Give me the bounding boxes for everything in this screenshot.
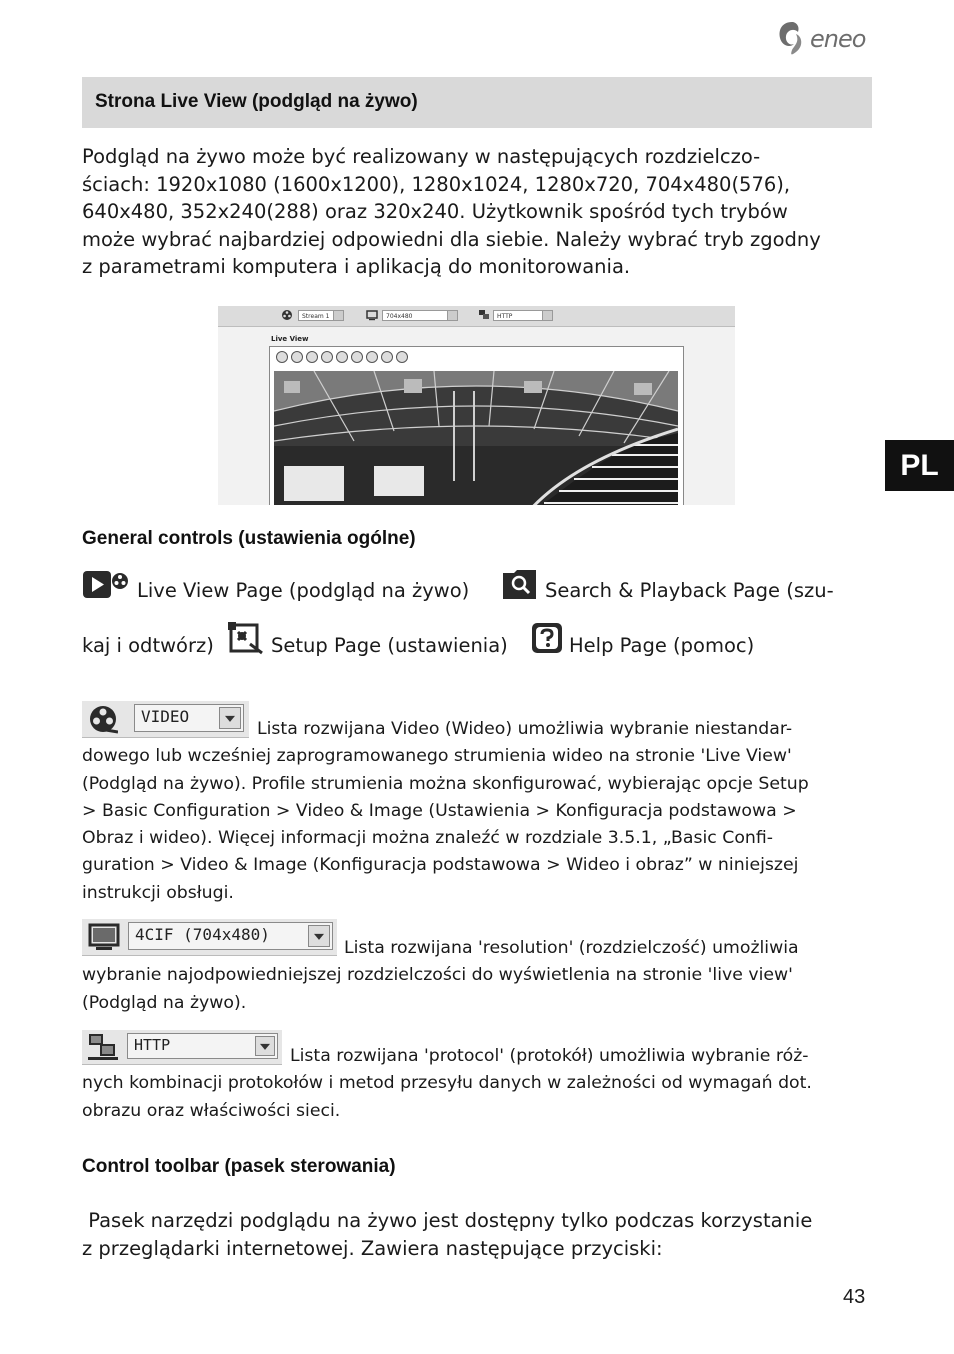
page-number: 43 [843, 1286, 866, 1308]
logo-text: eneo [810, 25, 866, 53]
film-reel-icon [281, 309, 293, 321]
video-line: Lista rozwijana Video (Wideo) umożliwia wybranie niestandar- [257, 719, 793, 739]
protocol-line: obrazu oraz właściwości sieci. [82, 1100, 341, 1121]
language-tab [885, 440, 954, 491]
toolbar-button-icon [321, 351, 333, 363]
network-computer-icon [478, 309, 490, 321]
video-line: guration > Video & Image (Konfiguracja podstawowa > Wideo i obraz” w niniejszej [82, 855, 799, 876]
search-playback-label-a: Search & Playback Page (szu- [545, 579, 834, 602]
video-line: (Podgląd na żywo). Profile strumienia można skonfigurować, wybierając opcje Setup [82, 773, 809, 794]
live-view-screenshot [218, 306, 735, 505]
toolbar-line: Pasek narzędzi podglądu na żywo jest dostępny tylko podczas korzystanie [82, 1209, 813, 1232]
video-line: > Basic Configuration > Video & Image (Ustawienia > Konfiguracja podstawowa > [82, 800, 797, 821]
intro-line: ściach: 1920x1080 (1600x1200), 1280x1024, 1280x720, 704x480(576), [82, 172, 791, 196]
section-heading [82, 77, 872, 128]
intro-line: z parametrami komputera i aplikacją do monitorowania. [82, 255, 631, 278]
section-title: Strona Live View (podgląd na żywo) [95, 91, 418, 112]
video-line: dowego lub wcześniej zaprogramowanego strumienia wideo na stronie 'Live View' [82, 746, 792, 767]
figure-panel-title: Live View [271, 335, 309, 343]
protocol-dropdown-value: HTTP [134, 1036, 171, 1054]
figure-protocol-select: HTTP [493, 310, 553, 321]
video-line: Obraz i wideo). Więcej informacji można znaleźć w rozdziale 3.5.1, „Basic Confi- [82, 828, 773, 849]
help-icon [531, 622, 563, 655]
live-view-icon [82, 569, 130, 600]
video-dropdown-value: VIDEO [141, 707, 190, 726]
figure-top-bar [218, 306, 735, 327]
resolution-line: Lista rozwijana 'resolution' (rozdzielczość) umożliwia [344, 938, 799, 958]
control-toolbar-heading: Control toolbar (pasek sterowania) [82, 1156, 396, 1177]
resolution-line: (Podgląd na żywo). [82, 992, 247, 1013]
toolbar-button-icon [366, 351, 378, 363]
figure-stream-select: Stream 1 [298, 310, 344, 321]
protocol-select-paragraph [82, 1043, 872, 1125]
toolbar-button-icon [306, 351, 318, 363]
intro-line: może wybrać najbardziej odpowiedni dla siebie. Należy wybrać tryb zgodny [82, 227, 821, 251]
intro-line: 640x480, 352x240(288) oraz 320x240. Użytkownik spośród tych trybów [82, 200, 788, 223]
video-line: instrukcji obsługi. [82, 882, 234, 903]
protocol-line: nych kombinacji protokołów i metod przesyłu danych w zależności od wymagań dot. [82, 1073, 812, 1094]
control-toolbar-paragraph [82, 1207, 872, 1262]
eneo-logo [776, 18, 876, 58]
figure-live-frame [269, 346, 684, 505]
camera-image [274, 371, 678, 505]
search-playback-label-b: kaj i odtwórz) [82, 634, 214, 657]
general-controls-heading: General controls (ustawienia ogólne) [82, 528, 416, 549]
setup-page-label: Setup Page (ustawienia) [271, 634, 508, 657]
toolbar-button-icon [396, 351, 408, 363]
search-playback-icon [502, 569, 537, 600]
monitor-icon [366, 309, 378, 321]
help-page-label: Help Page (pomoc) [569, 634, 755, 657]
live-view-page-label: Live View Page (podgląd na żywo) [137, 579, 470, 602]
setup-icon [228, 622, 264, 655]
resolution-dropdown-value: 4CIF (704x480) [135, 925, 270, 944]
toolbar-line: z przeglądarki internetowej. Zawiera następujące przyciski: [82, 1236, 663, 1260]
toolbar-button-icon [291, 351, 303, 363]
figure-toolbar [276, 351, 408, 365]
toolbar-button-icon [381, 351, 393, 363]
video-select-paragraph [82, 716, 872, 907]
eneo-logo-mark-icon [776, 20, 808, 58]
toolbar-button-icon [351, 351, 363, 363]
language-tab-label: PL [900, 448, 939, 482]
figure-resolution-select: 704x480 [382, 310, 458, 321]
resolution-select-paragraph [82, 935, 872, 1017]
intro-paragraph [82, 143, 872, 281]
protocol-line: Lista rozwijana 'protocol' (protokół) umożliwia wybranie róż- [290, 1046, 809, 1066]
toolbar-button-icon [276, 351, 288, 363]
toolbar-button-icon [336, 351, 348, 363]
resolution-line: wybranie najodpowiedniejszej rozdzielczości do wyświetlenia na stronie 'live view' [82, 965, 793, 986]
intro-line: Podgląd na żywo może być realizowany w następujących rozdzielczo- [82, 145, 761, 168]
